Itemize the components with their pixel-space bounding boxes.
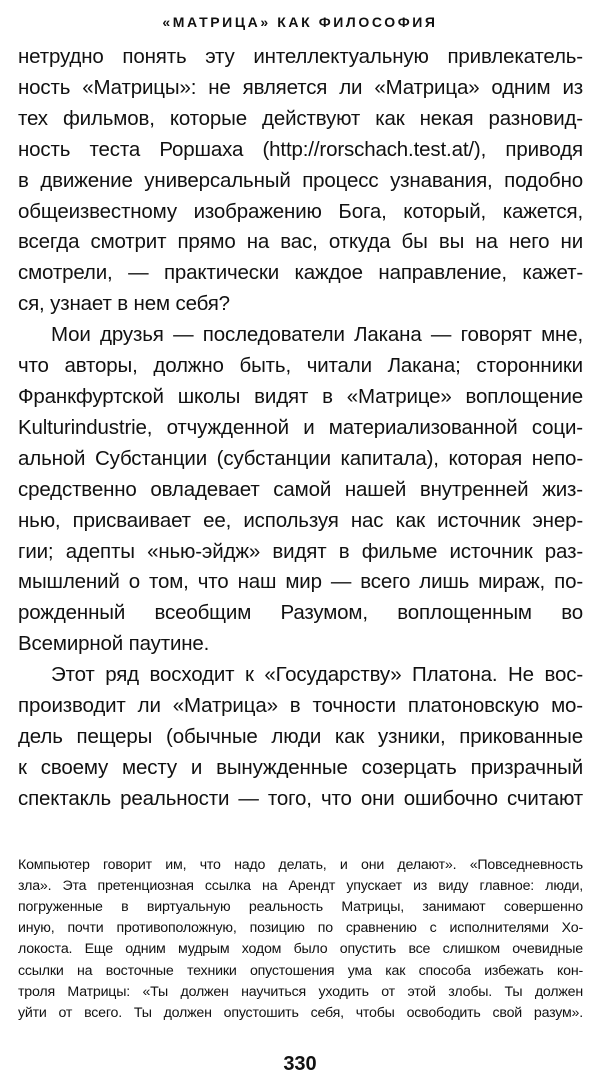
footnote-line: уйти от всего. Ты должен опустошить себя, чтобы освободить свой разум».	[18, 1005, 583, 1022]
text-line: альной Субстанции (субстанции капитала), которая непо-	[18, 446, 583, 470]
running-header: «МАТРИЦА» КАК ФИЛОСОФИЯ	[162, 14, 438, 30]
text-line: гии; адепты «нью-эйдж» видят в фильме источник раз-	[18, 539, 583, 563]
text-line: дель пещеры (обычные люди как узники, прикованные	[18, 724, 583, 748]
footnote-line: локоста. Еще одним мудрым ходом было опустить все слишком очевидные	[18, 941, 583, 958]
text-line: Этот ряд восходит к «Государству» Платона. Не вос-	[51, 663, 583, 687]
footnote-line: троля Матрицы: «Ты должен научиться уходить от этой злобы. Ты должен	[18, 983, 583, 1000]
text-line: ность теста Роршаха (http://rorschach.test.at/), приводя	[18, 137, 583, 161]
text-line: нетрудно понять эту интеллектуальную привлекатель-	[18, 45, 583, 68]
text-line: рожденный всеобщим Разумом, воплощенным во	[18, 601, 583, 625]
text-line: в движение универсальный процесс узнавания, подобно	[18, 168, 583, 192]
page-number: 330	[283, 1053, 317, 1076]
text-line: общеизвестному изображению Бога, который, кажется,	[18, 199, 583, 223]
footnote-line: погруженные в виртуальную реальность Матрицы, занимают совершенно	[18, 899, 583, 916]
main-text	[18, 42, 583, 815]
text-line: спектакль реальности — того, что они ошибочно считают	[18, 786, 583, 810]
footnote-line: зла». Эта претенциозная ссылка на Арендт упускает из виду главное: люди,	[18, 877, 583, 894]
text-line: тех фильмов, которые действуют как некая разновид-	[18, 106, 583, 130]
text-line: ность «Матрицы»: не является ли «Матрица» одним из	[18, 75, 583, 99]
text-line: мышлений о том, что наш мир — всего лишь мираж, по-	[18, 570, 583, 594]
text-line: Всемирной паутине.	[18, 632, 210, 656]
footnote-line: Компьютер говорит им, что надо делать, и они делают». «Повседневность	[18, 856, 583, 873]
text-line: производит ли «Матрица» в точности платоновскую мо-	[18, 694, 583, 718]
text-line: Франкфуртской школы видят в «Матрице» воплощение	[18, 384, 583, 408]
text-line: Мои друзья — последователи Лакана — говорят мне,	[51, 323, 583, 347]
text-line: Kulturindustrie, отчужденной и материализованной соци-	[18, 415, 583, 439]
text-line: всегда смотрит прямо на вас, откуда бы вы на него ни	[18, 230, 583, 254]
text-line: к своему месту и вынужденные созерцать призрачный	[18, 755, 583, 779]
footnote-line: иную, почти противоположную, позицию по сравнению с исполнителями Хо-	[18, 920, 583, 937]
footnote	[18, 855, 583, 1025]
text-line: что авторы, должно быть, читали Лакана; сторонники	[18, 354, 583, 378]
text-line: ся, узнает в нем себя?	[18, 292, 230, 316]
text-line: нью, присваивает ее, используя нас как источник энер-	[18, 508, 583, 532]
footnote-line: ссылки на восточные техники опустошения ума как способа избежать кон-	[18, 962, 583, 979]
text-line: смотрели, — практически каждое направление, кажет-	[18, 261, 583, 285]
text-line: средственно овладевает самой нашей внутренней жиз-	[18, 477, 583, 501]
